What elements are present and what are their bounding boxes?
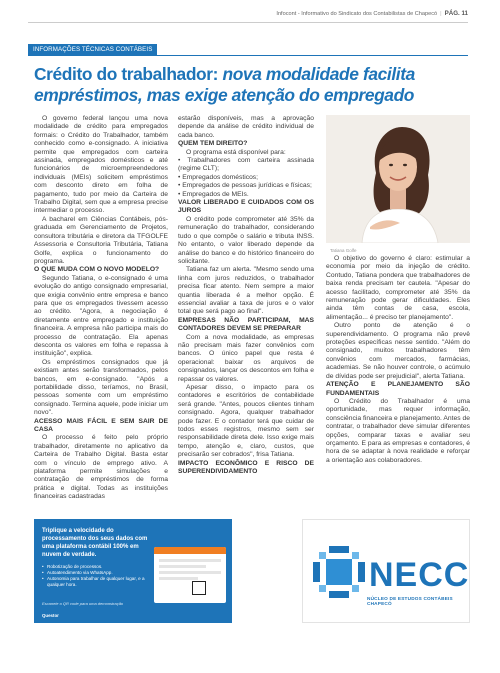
bullet-item: • Empregados domésticos; bbox=[178, 173, 259, 181]
qr-code-icon[interactable] bbox=[192, 581, 206, 595]
subheading: ATENÇÃO E PLANEJAMENTO SÃO FUNDAMENTAIS bbox=[326, 381, 470, 397]
ad-feature-list bbox=[42, 564, 154, 588]
publication-name: Infocont - Informativo do Sindicato dos Contabilistas de Chapecó bbox=[276, 11, 438, 17]
advertisement-necc[interactable] bbox=[302, 519, 470, 623]
paragraph: O processo é feito pelo próprio trabalhador, diretamente no aplicativo da Carteira de Trabalho Digital. Basta estar com o vínculo de emprego ativo. A plataforma permite simulações e contratação de empréstimos de forma prática e digital. Todas as instituições financeiras cadastradas bbox=[34, 434, 168, 501]
app-header-bar bbox=[154, 547, 226, 554]
necc-name: NECC bbox=[369, 556, 470, 594]
page-number: PÁG. 11 bbox=[444, 10, 468, 17]
section-rule bbox=[28, 55, 468, 56]
portrait-illustration bbox=[326, 115, 470, 243]
ad-brand: Questor bbox=[42, 613, 59, 618]
app-row bbox=[159, 559, 221, 562]
paragraph: O crédito pode comprometer até 35% da remuneração do trabalhador, considerando tudo o que compõe o salário e tributa INSS. No entanto, o valor liberado depende da análise do banco e do histórico financeiro do solicitante. bbox=[178, 215, 314, 265]
bullet-item: • Empregados de pessoas jurídicas e físicas; bbox=[178, 182, 312, 190]
subheading: O QUE MUDA COM O NOVO MODELO? bbox=[34, 266, 160, 274]
header-rule bbox=[28, 22, 468, 23]
app-row bbox=[159, 571, 221, 574]
paragraph: Outro ponto de atenção é o superendividamento. O programa não prevê proteções específicas nesse sentido. "Além do consignado, muitos trabalhadores têm convênios com mercados, farmácias, academias. Se não houver controle, o acúmulo de dívidas pode ser prejudicial", alerta Tatiana. bbox=[326, 322, 470, 380]
article-headline bbox=[34, 64, 474, 106]
subheading: ACESSO MAIS FÁCIL E SEM SAIR DE CASA bbox=[34, 417, 168, 434]
subheading: QUEM TEM DIREITO? bbox=[178, 140, 248, 148]
headline-bold: Crédito do trabalhador: bbox=[34, 64, 219, 84]
paragraph: O programa está disponível para: bbox=[186, 148, 286, 156]
subheading: EMPRESAS NÃO PARTICIPAM, MAS CONTADORES DEVEM SE PREPARAR bbox=[178, 316, 314, 333]
ad-feature-item: • Autonomia para trabalhar de qualquer lugar, e a qualquer hora. bbox=[42, 576, 154, 588]
paragraph: Com a nova modalidade, as empresas não precisam mais fazer convênios com bancos. O único papel que resta é operacional: baixar os arquivos de consignados, lançar os descontos em folha e repassar os valores. bbox=[178, 333, 314, 383]
article-column-1 bbox=[34, 115, 168, 502]
paragraph: Segundo Tatiana, o e-consignado é uma evolução do antigo consignado empresarial, que exigia convênio entre empresa e banco para que os empregados tivessem acesso ao crédito. "Agora, a negociação é diretamente entre empregado e instituição financeira. A empresa não participa mais do processo de contratação. Ela apenas desconta os valores em folha e repassa à instituição", explica. bbox=[34, 274, 168, 358]
subheading: IMPACTO ECONÔMICO E RISCO DE SUPERENDIVIDAMENTO bbox=[178, 459, 314, 476]
paragraph: Apesar disso, o impacto para os contadores e escritórios de contabilidade será grande. "Antes, poucos clientes tinham consignado. Agora, qualquer trabalhador pode fazer. E o contador terá que cuidar de todos esses registros, mesmo sem ser responsabilidade direta dele. Isso exige mais tempo, atenção e, claro, custos, que precisarão ser cobrados", frisa Tatiana. bbox=[178, 384, 314, 459]
section-tag: INFORMAÇÕES TÉCNICAS CONTÁBEIS bbox=[28, 44, 157, 56]
bullet-item: • Trabalhadores com carteira assinada (regime CLT); bbox=[178, 157, 314, 173]
necc-subtitle: NÚCLEO DE ESTUDOS CONTÁBEIS CHAPECÓ bbox=[367, 596, 453, 606]
article-column-3 bbox=[326, 255, 470, 465]
paragraph: O Crédito do Trabalhador é uma oportunidade, mas requer informação, consciência financeira e planejamento. Antes de contratar, o trabalhador deve simular diferentes opções, comparar taxas e avaliar seu orçamento. E para as empresas e contadores, é hora de se adaptar à nova realidade e reforçar a orientação aos colaboradores. bbox=[326, 397, 470, 464]
ad-feature-item: • Robotização de processos. bbox=[42, 564, 154, 570]
paragraph: A bacharel em Ciências Contábeis, pós-graduada em Gerenciamento de Projetos, consultora tributária e diretora da TFGOLFE Assessoria e Consultoria Tributária, Tatiana Golfe, explica o funcionamento do programa. bbox=[34, 215, 168, 265]
running-head bbox=[276, 10, 468, 17]
paragraph: O objetivo do governo é claro: estimular a economia por meio da injeção de crédito. Contudo, Tatiana pondera que trabalhadores de baixa renda precisam ter cautela. "Apesar do acesso facilitado, comprometer até 35% da remuneração pode gerar dificuldades. Eles ainda têm contas de casa, escola, alimentação... é preciso ter planejamento". bbox=[326, 255, 470, 321]
bullet-item: • Empregados de MEIs. bbox=[178, 190, 249, 198]
separator: | bbox=[440, 11, 442, 17]
subheading: VALOR LIBERADO E CUIDADOS COM OS JUROS bbox=[178, 199, 314, 215]
portrait-photo bbox=[326, 115, 470, 243]
laptop-screen-illustration bbox=[154, 547, 226, 603]
headline-italic: nova modalidade facilita empréstimos, mas exige atenção do empregado bbox=[34, 64, 415, 105]
article-column-2 bbox=[178, 115, 314, 476]
paragraph: estarão disponíveis, mas a aprovação depende da análise de crédito individual de cada banco. bbox=[178, 115, 314, 139]
app-row bbox=[159, 565, 206, 568]
paragraph: Os empréstimos consignados que já existiam antes serão transformados, pelos bancos, em e-consignado. "Após a portabilidade disso, teríamos, no Brasil, pessoas somente com um empréstimo consignado. Termina aquele, pode iniciar um novo". bbox=[34, 358, 168, 417]
paragraph: Tatiana faz um alerta. "Mesmo sendo uma linha com juros reduzidos, o trabalhador precisa ficar atento. Nem sempre a maior quantia liberada é a melhor opção. É essencial avaliar a taxa de juros e o valor total que será pago ao final". bbox=[178, 266, 314, 316]
ad-feature-item: • Autoatendimento via WhatsApp. bbox=[42, 570, 154, 576]
ad-headline: Triplique a velocidade do processamento dos seus dados com uma plataforma contábil 100% em nuvem de verdade. bbox=[42, 528, 148, 558]
ad-qr-caption: Escaneie o QR code para uma demonstração bbox=[42, 601, 124, 606]
paragraph: O governo federal lançou uma nova modalidade de crédito para empregados formais: o Crédito do Trabalhador, também conhecido como e-consignado. A iniciativa permite que empregados com carteira assinada, empregados domésticos e até funcionários de microempreendedores individuais (MEIs) solicitem empréstimos com desconto direto em folha de pagamento, tudo por meio da Carteira de Trabalho Digital, sem que a empresa precise intermediar o processo. bbox=[34, 115, 168, 215]
necc-logo-icon bbox=[309, 542, 369, 602]
app-row bbox=[159, 577, 198, 580]
advertisement-questor[interactable] bbox=[34, 519, 232, 623]
photo-caption: Tatiana Golfe bbox=[330, 248, 357, 253]
